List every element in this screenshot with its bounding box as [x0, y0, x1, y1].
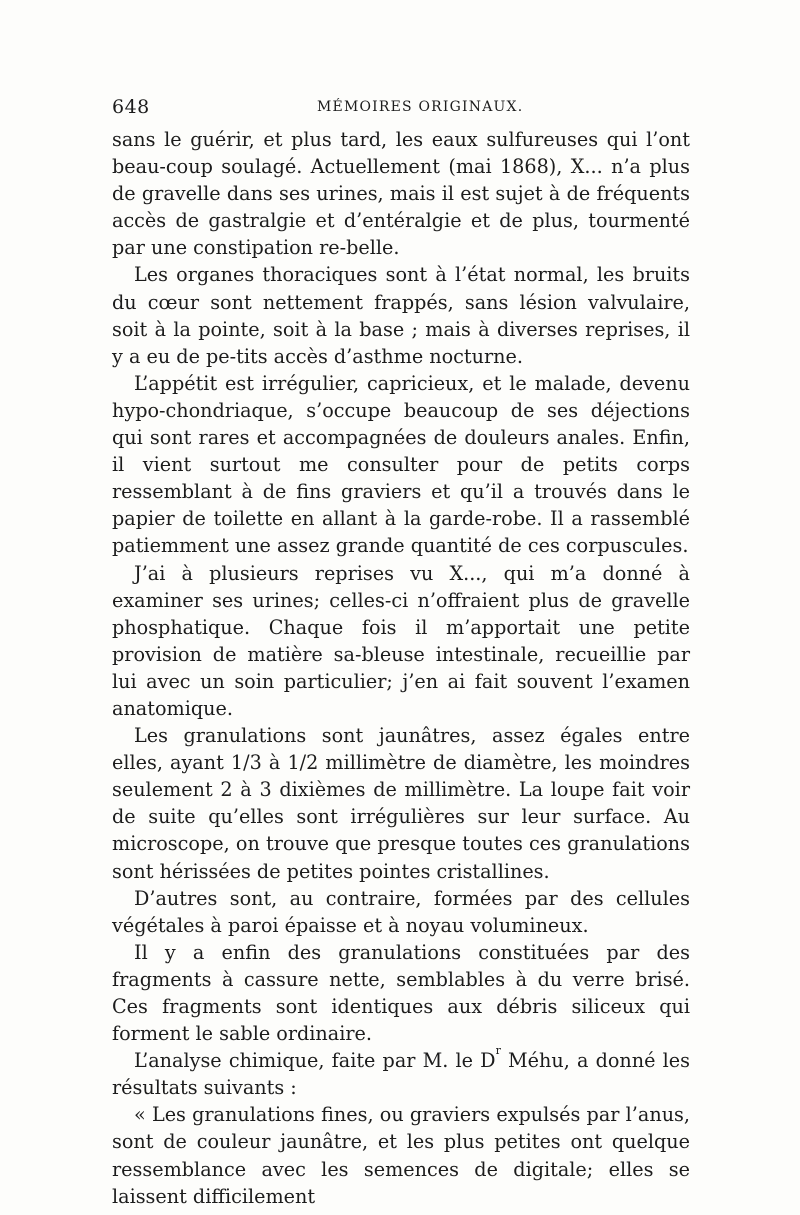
analysis-text-end: Méhu, a donné les résultats suivants :	[112, 1049, 691, 1100]
running-title: MÉMOIRES ORIGINAUX.	[317, 99, 524, 115]
paragraph-chemical-analysis	[112, 1044, 691, 1101]
paragraph-urine-examination: J’ai à plusieurs reprises vu X..., qui m’a donné à examiner ses urines; celles-ci n’offraient plus de gravelle phosphatique. Chaque fois il m’apportait une petite provision de matière sa-bleuse intestinale, recueillie par lui avec un soin particulier; j’en ai fait souvent l’examen anatomique.	[112, 561, 690, 720]
analysis-text-start: L’analyse chimique, faite par M. le D	[134, 1049, 496, 1073]
paragraph-continuation: sans le guérir, et plus tard, les eaux sulfureuses qui l’ont beau-coup soulagé. Actuellement (mai 1868), X... n’a plus de gravelle dans ses urines, mais il est sujet à de fréquents accès de gastralgie et d’entéralgie et de plus, tourmenté par une constipation re-belle.	[112, 128, 690, 260]
paragraph-thoracic-organs: Les organes thoraciques sont à l’état normal, les bruits du cœur sont nettement frappés, sans lésion valvulaire, soit à la pointe, soit à la base ; mais à diverses reprises, il y a eu de pe-tits accès d’asthme nocturne.	[112, 263, 690, 368]
paragraph-granulations: Les granulations sont jaunâtres, assez égales entre elles, ayant 1/3 à 1/2 millimètre de diamètre, les moindres seulement 2 à 3 dixièmes de millimètre. La loupe fait voir de suite qu’elles sont irrégulières sur leur surface. Au microscope, on trouve que presque toutes ces granulations sont hérissées de petites pointes cristallines.	[112, 724, 690, 883]
page-header	[112, 96, 690, 120]
paragraph-appetite: L’appétit est irrégulier, capricieux, et le malade, devenu hypo-chondriaque, s’occupe beaucoup de ses déjections qui sont rares et accompagnées de douleurs anales. Enfin, il vient surtout me consulter pour de petits corps ressemblant à de fins graviers et qu’il a trouvés dans le papier de toilette en allant à la garde-robe. Il a rassemblé patiemment une assez grande quantité de ces corpuscules.	[112, 371, 690, 558]
paragraph-fragments: Il y a enfin des granulations constituées par des fragments à cassure nette, semblables à du verre brisé. Ces fragments sont identiques aux débris siliceux qui forment le sable ordinaire.	[112, 940, 690, 1046]
paragraph-quotation: « Les granulations fines, ou graviers expulsés par l’anus, sont de couleur jaunâtre, et les plus petites ont quelque ressemblance avec les semences de digitale; elles se laissent difficilement	[112, 1103, 690, 1208]
body-text	[112, 126, 690, 1210]
paragraph-vegetal-cells: D’autres sont, au contraire, formées par des cellules végétales à paroi épaisse et à noyau volumineux.	[112, 886, 690, 937]
doctor-superscript: r	[495, 1044, 501, 1058]
page-number: 648	[112, 96, 150, 118]
